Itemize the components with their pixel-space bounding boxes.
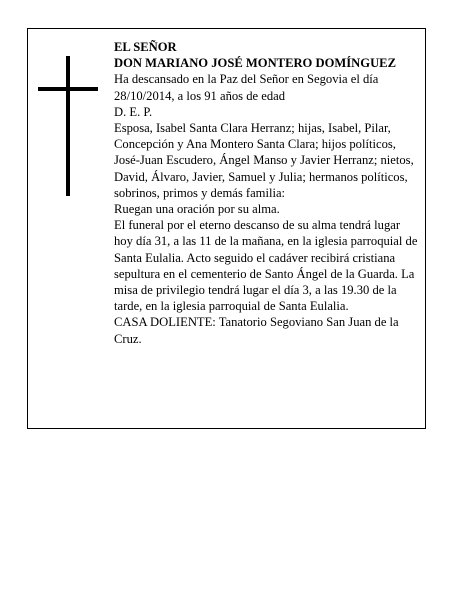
dep-abbreviation: D. E. P. (114, 104, 153, 119)
prayer-request: Ruegan una oración por su alma. (114, 202, 280, 217)
funeral-info: El funeral por el eterno descanso de su alma tendrá lugar hoy día 31, a las 11 de la mañana, en la iglesia parroquial de Santa Eulalia. Acto seguido el cadáver recibirá cristiana sepultura en el cementerio de Santo Ángel de la Guarda. La misa de privilegio tendrá lugar el día 3, a las 19.30 de la tarde, en la iglesia parroquial de Santa Eulalia. (114, 218, 418, 314)
family-list: Esposa, Isabel Santa Clara Herranz; hijas, Isabel, Pilar, Concepción y Ana Montero Santa Clara; hijos políticos, José-Juan Escudero, Ángel Manso y Javier Herranz; nietos, David, Álvaro, Javier, Samuel y Julia; hermanos políticos, sobrinos, primos y demás familia: (114, 121, 414, 200)
notice-title-line1: EL SEÑOR (114, 40, 177, 54)
mourning-house: CASA DOLIENTE: Tanatorio Segoviano San Juan de la Cruz. (114, 315, 399, 346)
cross-vertical-bar (66, 56, 70, 196)
death-info: Ha descansado en la Paz del Señor en Segovia el día 28/10/2014, a los 91 años de edad (114, 72, 379, 103)
notice-title-line2: DON MARIANO JOSÉ MONTERO DOMÍNGUEZ (114, 56, 396, 71)
cross-horizontal-bar (38, 87, 98, 91)
obituary-text (114, 39, 420, 347)
cross-icon (38, 56, 98, 196)
